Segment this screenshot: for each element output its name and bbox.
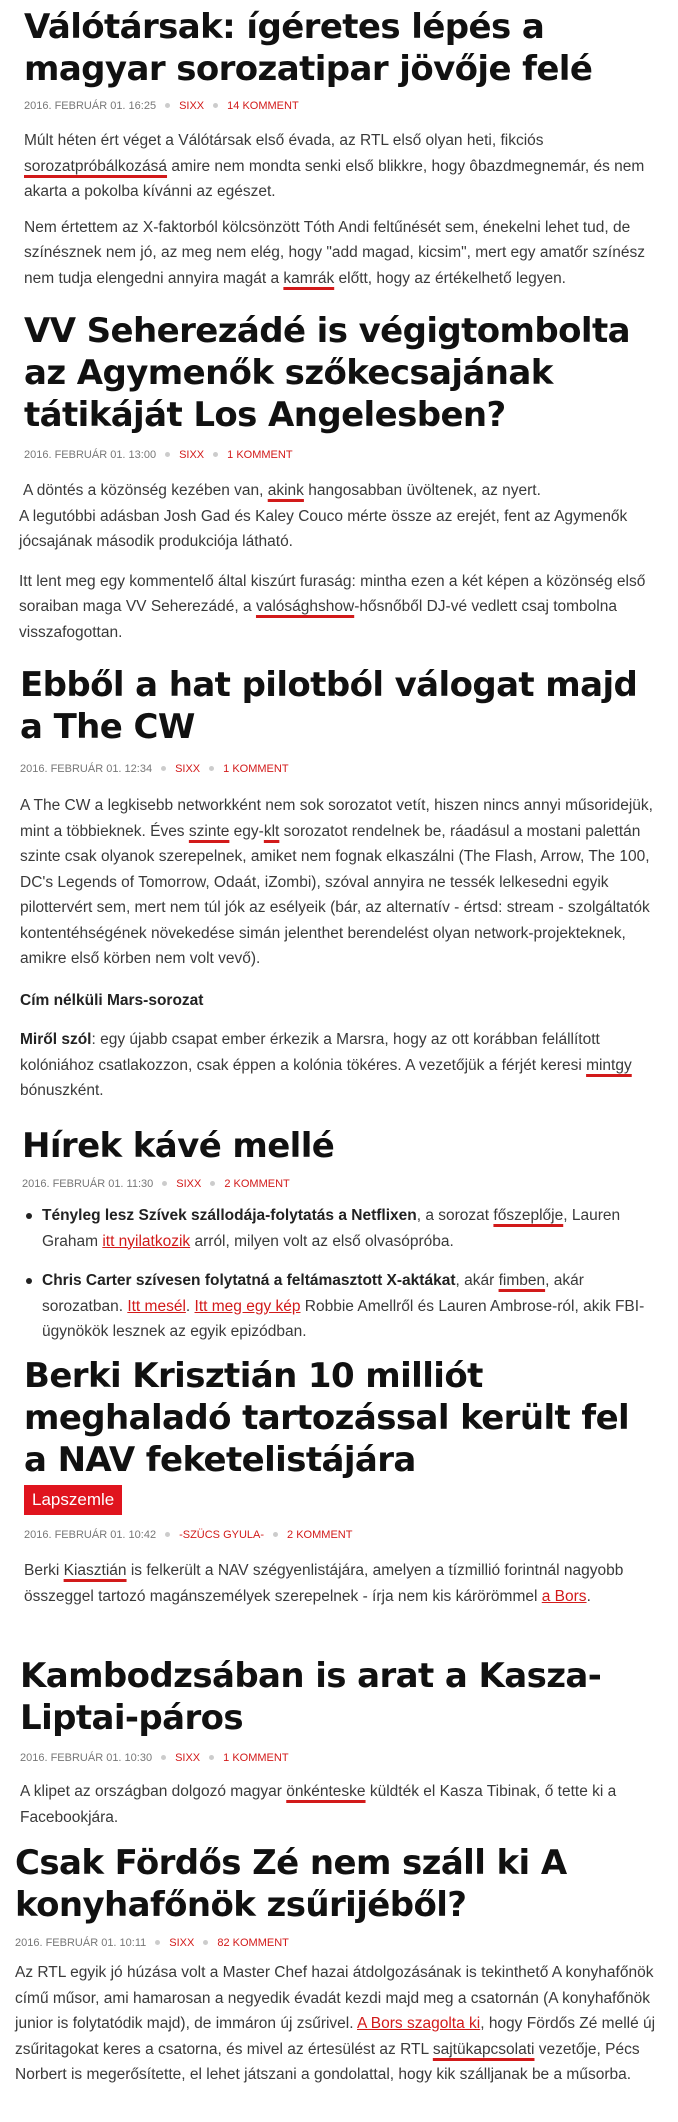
post-date: 2016. FEBRUÁR 01. 10:30	[20, 1752, 153, 1764]
typo-highlight: valósághshow	[255, 598, 355, 615]
meta-separator	[213, 452, 218, 457]
post-comments-link[interactable]: 2 KOMMENT	[224, 1178, 290, 1190]
subheading: Cím nélküli Mars-sorozat	[20, 991, 204, 1009]
post-title[interactable]: VV Seherezádé is végigtombolta az Agymenők szőkecsajának tátikáját Los Angelesben?	[24, 311, 630, 435]
post-title[interactable]: Válótársak: ígéretes lépés a magyar sorozatipar jövője felé	[24, 7, 593, 89]
list-item: Chris Carter szívesen folytatná a feltámasztott X-aktákat, akár fimben, akár sorozatban. Itt mesél. Itt meg egy kép Robbie Amellről és Lauren Ambrose-ról, akik FBI-ügynökök lesznek az egyik epizódban.	[22, 1268, 660, 1345]
meta-separator	[161, 1755, 166, 1760]
meta-separator	[209, 1755, 214, 1760]
typo-highlight: kamrák	[283, 269, 335, 287]
post-2	[0, 310, 678, 645]
meta-separator	[165, 452, 170, 457]
post-date: 2016. FEBRUÁR 01. 12:34	[20, 763, 153, 775]
article-link[interactable]: itt nyilatkozik	[102, 1232, 191, 1250]
post-meta	[24, 448, 678, 462]
meta-separator	[165, 1532, 170, 1537]
article-link[interactable]: Itt meg egy kép	[194, 1297, 301, 1315]
post-body	[0, 1779, 678, 1830]
post-body	[0, 793, 678, 1104]
meta-separator	[203, 1940, 208, 1945]
news-list	[0, 1203, 678, 1345]
post-body	[0, 478, 678, 645]
post-5	[0, 1355, 678, 1609]
meta-separator	[273, 1532, 278, 1537]
typo-highlight: szinte	[188, 822, 230, 840]
post-comments-link[interactable]: 2 KOMMENT	[287, 1529, 353, 1541]
typo-highlight: Kiasztián	[63, 1562, 127, 1579]
post-author[interactable]: SIXX	[169, 1937, 195, 1949]
post-3	[0, 664, 678, 1104]
typo-highlight: akink	[267, 482, 304, 499]
paragraph: A klipet az országban dolgozó magyar önkénteske küldték el Kasza Tibinak, ő tette ki a Facebookjára.	[20, 1783, 617, 1826]
meta-separator	[213, 103, 218, 108]
post-comments-link[interactable]: 1 KOMMENT	[223, 1752, 289, 1764]
meta-separator	[162, 1181, 167, 1186]
paragraph: Az RTL egyik jó húzása volt a Master Chef hazai átdolgozásának is tekinthető A konyhafőnök című műsor, ami hamarosan a negyedik évadát kezdi majd meg a csatornán (A konyhafőnök junior is folytatódik majd), de immáron új zsűrivel. A Bors szagolta ki, hogy Fördős Zé mellé új zsűritagokat keres a csatorna, és mivel az értesülést az RTL sajtükapcsolati vezetője, Pécs Norbert is megerősítette, el lehet játszani a gondolattal, hogy kik szálljanak be a műsorba.	[15, 1964, 656, 2083]
typo-highlight: főszeplője	[493, 1207, 564, 1224]
typo-highlight: sajtükapcsolati	[432, 2040, 535, 2058]
post-date: 2016. FEBRUÁR 01. 10:42	[24, 1529, 157, 1541]
typo-highlight: sorozatpróbálkozásá	[24, 157, 168, 175]
source-link[interactable]: A Bors szagolta ki	[357, 2015, 481, 2032]
post-date: 2016. FEBRUÁR 01. 13:00	[24, 449, 157, 461]
post-body	[0, 1960, 678, 2088]
post-author[interactable]: SIXX	[176, 1178, 202, 1190]
meta-separator	[209, 766, 214, 771]
meta-separator	[155, 1940, 160, 1945]
post-title[interactable]: Hírek kávé mellé	[22, 1126, 335, 1166]
post-1	[0, 6, 678, 291]
post-6	[0, 1655, 678, 1830]
paragraph: Múlt héten ért véget a Válótársak első évada, az RTL első olyan heti, fikciós sorozatpróbálkozásá amire nem mondta senki első blikkre, hogy ôbazdmegnemár, és nem akarta a pokolba kívánni az egészet.	[24, 132, 645, 200]
post-comments-link[interactable]: 1 KOMMENT	[227, 449, 293, 461]
post-title[interactable]: Kambodzsában is arat a Kasza-Liptai-páros	[20, 1656, 602, 1738]
post-body	[0, 128, 678, 291]
typo-highlight: fimben	[498, 1272, 546, 1289]
post-date: 2016. FEBRUÁR 01. 11:30	[22, 1178, 154, 1190]
typo-highlight: klt	[263, 822, 280, 840]
paragraph: A The CW a legkisebb networkként nem sok sorozatot vetít, hiszen nincs annyi műsoridejük, mint a többieknek. Éves szinte egy-klt sorozatot rendelnek be, ráadásul a mostani palettán szinte csak olyanok szerepelnek, amiket nem fognak elkaszálni (The Flash, Arrow, The 100, DC's Legends of Tomorrow, Odaát, iZombi), szóval annyira ne tessék lelkesedni egyik pilottervért sem, mert nem túl jók az esélyeik (bár, az alternatív - értsd: stream - szolgáltatók kontentéhségének növekedése simán jelenthet berendelést olyan network-projekteknek, amikre első körben nem volt vevő).	[20, 797, 653, 967]
meta-separator	[161, 766, 166, 771]
post-comments-link[interactable]: 82 KOMMENT	[217, 1937, 289, 1949]
meta-separator	[210, 1181, 215, 1186]
meta-separator	[165, 103, 170, 108]
paragraph: A döntés a közönség kezében van, akink hangosabban üvöltenek, az nyert.	[23, 482, 541, 499]
post-meta	[22, 1177, 678, 1191]
post-meta	[20, 1751, 678, 1765]
post-meta	[24, 1528, 678, 1542]
paragraph: A legutóbbi adásban Josh Gad és Kaley Couco mérte össze az erejét, fent az Agymenők jócsajának második produkciója látható.	[19, 507, 628, 550]
post-title[interactable]: Berki Krisztián 10 milliót meghaladó tartozással került fel a NAV feketelistájára	[24, 1356, 630, 1480]
paragraph: Nem értettem az X-faktorból kölcsönzött Tóth Andi feltűnését sem, énekelni lehet tud, de színésznek nem jó, az meg nem elég, hogy "add magad, kicsim", mert egy amatőr színész nem tudja elengedni annyira magát a kamrák előtt, hogy az értékelhető legyen.	[24, 218, 645, 287]
typo-highlight: önkénteske	[286, 1783, 366, 1800]
post-title[interactable]: Ebből a hat pilotból válogat majd a The CW	[20, 665, 638, 747]
category-tag[interactable]: Lapszemle	[24, 1485, 122, 1515]
post-4	[0, 1125, 678, 1345]
paragraph: Miről szól: egy újabb csapat ember érkezik a Marsra, hogy az ott korábban felállított kolóniához csatlakozzon, csak éppen a kolónia tökéres. A vezetőjük a férjét keresi mintgy bónuszként.	[20, 1031, 632, 1099]
post-comments-link[interactable]: 1 KOMMENT	[223, 763, 289, 775]
source-link[interactable]: a Bors	[541, 1587, 587, 1605]
post-author[interactable]: SIXX	[175, 763, 201, 775]
post-date: 2016. FEBRUÁR 01. 16:25	[24, 100, 157, 112]
post-body	[0, 1558, 678, 1609]
post-comments-link[interactable]: 14 KOMMENT	[227, 100, 299, 112]
list-item: Tényleg lesz Szívek szállodája-folytatás a Netflixen, a sorozat főszeplője, Lauren Graham itt nyilatkozik arról, milyen volt az első olvasópróba.	[22, 1203, 660, 1254]
post-7	[0, 1842, 678, 2088]
paragraph: Itt lent meg egy kommentelő által kiszúrt furaság: mintha ezen a két képen a közönség első soraiban maga VV Seherezádé, a valósághshow-hősnőből DJ-vé vedlett csaj tombolna visszafogottan.	[19, 572, 646, 641]
typo-highlight: mintgy	[586, 1056, 632, 1074]
post-author[interactable]: SIXX	[179, 100, 205, 112]
post-author[interactable]: SIXX	[179, 449, 205, 461]
post-meta	[20, 762, 678, 776]
article-link[interactable]: Itt mesél	[127, 1297, 186, 1315]
post-title[interactable]: Csak Fördős Zé nem száll ki A konyhafőnök zsűrijéből?	[15, 1843, 567, 1925]
post-meta	[15, 1936, 678, 1950]
post-meta	[24, 99, 678, 113]
post-author[interactable]: SIXX	[175, 1752, 201, 1764]
post-date: 2016. FEBRUÁR 01. 10:11	[15, 1937, 147, 1949]
paragraph: Berki Kiasztián is felkerült a NAV szégyenlistájára, amelyen a tízmillió forintnál nagyobb összeggel tartozó magánszemélyek szerepelnek - írja nem kis kárörömmel a Bors.	[24, 1562, 624, 1605]
post-author[interactable]: -SZÜCS GYULA-	[179, 1529, 265, 1541]
